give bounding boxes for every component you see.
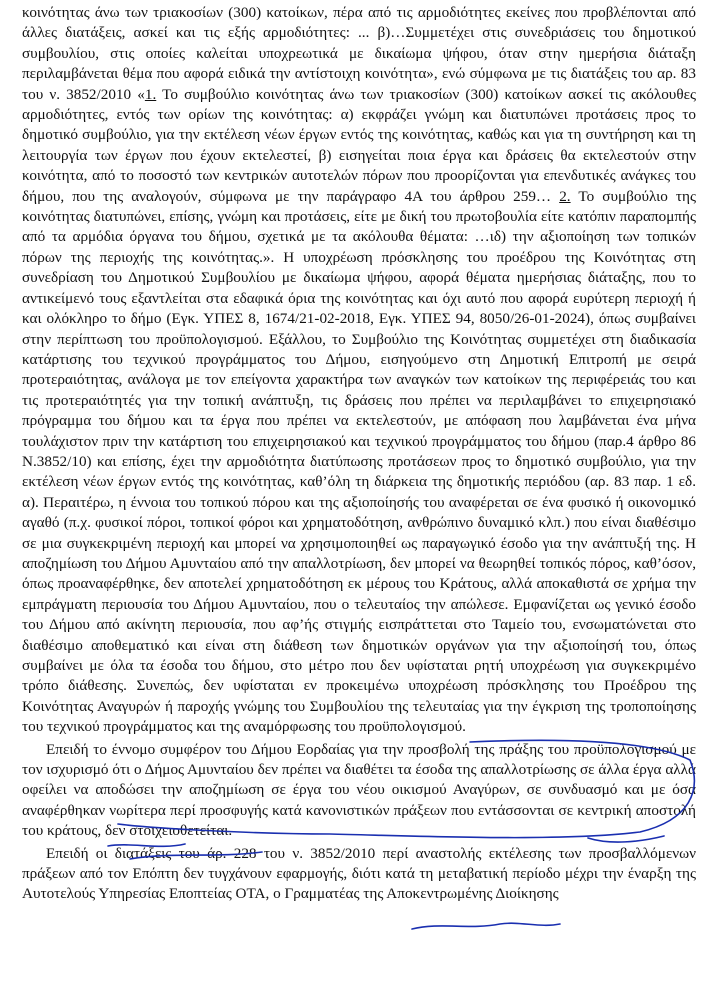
paragraph-1 [22, 3, 696, 738]
paragraph-1-part-a: κοινότητας άνω των τριακοσίων (300) κατοίκων, πέρα από τις αρμοδιότητες εκείνες που προβλέπονται από άλλες διατάξεις, ασκεί και τις εξής αρμοδιότητες: ... β)…Συμμετέχει στις συνεδριάσεις του δημοτικού συμβουλίου, στις οποίες καλείται υποχρεωτικά με δικαίωμα ψήφου, όταν στην ημερήσια διάταξη περιλαμβάνεται θέμα που αφορά ειδικά την αντίστοιχη κοινότητα», ενώ σύμφωνα με τις διατάξεις του αρ. 83 του ν. 3852/2010 « [22, 4, 696, 103]
paragraph-1-part-c: Το συμβούλιο της κοινότητας διατυπώνει, επίσης, γνώμη και προτάσεις, είτε με δική του πρωτοβουλία είτε κατόπιν παραπομπής από τα αρμόδια όργανα του δήμου, σχετικά με τα ακόλουθα θέματα: …ιδ) την αξιοποίηση των τοπικών πόρων της περιοχής της κοινότητας.». Η υποχρέωση πρόσκλησης του προέδρου της Κοινότητας στη συνεδρίαση του Δημοτικού Συμβουλίου με δικαίωμα ψήφου, αφορά θέματα ημερήσιας διάταξης, που το αντικείμενό τους εξαντλείται στα εδαφικά όρια της κοινότητας και όχι αυτό που αφορά ευρύτερη περιοχή ή και ολόκληρο το δήμο (Εγκ. ΥΠΕΣ 8, 1674/21-02-2018, Εγκ. ΥΠΕΣ 94, 8050/26-01-2024), όπως συμβαίνει στην περίπτωση του προϋπολογισμού. Εξάλλου, το Συμβούλιο της Κοινότητας συμμετέχει στη διαδικασία κατάρτισης του τεχνικού προγράμματος του Δήμου, εισηγούμενο στη Δημοτική Επιτροπή με σειρά προτεραιότητας, ανάλογα με τον επείγοντα χαρακτήρα των αναγκών των κατοίκων της περιφέρειάς του και τις προτεραιότητές για την τοπική ανάπτυξη, τις δράσεις που πρέπει να περιλαμβάνει το επιχειρησιακό πρόγραμμα του δήμου και τα έργα που πρέπει να εκτελεστούν, με απόφαση που λαμβάνεται ένα μήνα τουλάχιστον πριν την κατάρτιση του επιχειρησιακού και τεχνικού προγράμματος του δήμου (παρ.4 άρθρο 86 Ν.3852/10) και επίσης, έχει την αρμοδιότητα διατύπωσης προτάσεων προς το δημοτικό συμβούλιο, για την εκτέλεση νέων έργων εντός της κοινότητας, καθ’όλη τη διάρκεια της δημοτικής περιόδου (αρ. 83 παρ. 1 εδ. α). Περαιτέρω, η έννοια του τοπικού πόρου και της αξιοποίησής του αναφέρεται σε ένα φυσικό ή οικονομικό αγαθό (π.χ. φυσικοί πόροι, τοπικοί φόροι και χρηματοδότηση, ανθρώπινο δυναμικό κλπ.) που είναι διαθέσιμο σε μια συγκεκριμένη περιοχή και μπορεί να χρησιμοποιηθεί ως παραγωγικό έσοδο για την ανάπτυξή της. Η αποζημίωση του Δήμου Αμυνταίου από την απαλλοτρίωση, δεν μπορεί να θεωρηθεί τοπικός πόρος, καθ’όσον, όπως προαναφέρθηκε, δεν αποτελεί χρηματοδότηση εκ μέρους του Κράτους, αλλά αποκαθιστά σε χρήμα την εμπράγματη περιουσία του Δήμου Αμυνταίου, που ο τελευταίος την απώλεσε. Εμφανίζεται ως γενικό έσοδο του Δήμου από ακίνητη περιουσία, που αφ’ής στιγμής εισπράττεται στο Ταμείο του, ενσωματώνεται στο διαθέσιμο αποθεματικό και είναι στη διάθεση των δημοτικών οργάνων για την αξιοποίησή του, όπως συμβαίνει με όλα τα έσοδα του δήμου, στο μέτρο που δεν υφίσταται ρητή υποχρέωση για συγκεκριμένο τρόπο διάθεσης. Συνεπώς, δεν υφίσταται εν προκειμένω υποχρέωση πρόσκλησης του Προέδρου της Κοινότητας Αναγυρών ή παροχής γνώμης του Συμβουλίου της τελευταίας για την έγκριση της τροποποίησης του τεχνικού προγράμματος και της αναμόρφωσης του προϋπολογισμού. [22, 187, 696, 736]
item-number-2: 2. [559, 187, 571, 205]
paragraph-2: Επειδή το έννομο συμφέρον του Δήμου Εορδαίας για την προσβολή της πράξης του προϋπολογισμού με τον ισχυρισμό ότι ο Δήμος Αμυνταίου δεν πρέπει να διαθέτει τα έσοδα της απαλλοτρίωσης σε άλλα έργα αλλά οφείλει να αποδώσει την αποζημίωση σε έργα του νέου οικισμού Αναγύρων, σε συνδυασμό και με όσα αναφέρθηκαν νωρίτερα περί προσφυγής κατά κανονιστικών πράξεων που εντάσσονται σε κεντρική αποστολή του κράτους, δεν στοιχειοθετείται. [22, 740, 696, 840]
ink-underline-stoicheiothetitai [412, 923, 560, 929]
paragraph-1-part-b: Το συμβούλιο κοινότητας άνω των τριακοσίων (300) κατοίκων ασκεί τις ακόλουθες αρμοδιότητες, εντός των ορίων της κοινότητας: α) εκφράζει γνώμη και διατυπώνει προτάσεις προς το δημοτικό συμβούλιο, για την εκτέλεση νέων έργων εντός της κοινότητας, καθώς και για τη συντήρηση και τη λειτουργία των έργων που έχουν εκτελεστεί, β) εισηγείται ποια έργα και δράσεις θα εκτελεστούν στην κοινότητα, από το ποσοστό των κεντρικών αυτοτελών πόρων που προορίζονται για επενδυτικές ανάγκες του δήμου, που της αναλογούν, σύμφωνα με την παράγραφο 4Α του άρθρου 259… [22, 85, 696, 205]
document-body [22, 3, 696, 907]
paragraph-3: Επειδή οι διατάξεις του άρ. 228 του ν. 3852/2010 περί αναστολής εκτέλεσης των προσβαλλόμενων πράξεων από τον Επόπτη δεν τυγχάνουν εφαρμογής, διότι κατά τη μεταβατική περίοδο μέχρι την έναρξη της Αυτοτελούς Υπηρεσίας Εποπτείας ΟΤΑ, ο Γραμματέας της Αποκεντρωμένης Διοίκησης [22, 844, 696, 903]
item-number-1: 1. [144, 85, 157, 103]
